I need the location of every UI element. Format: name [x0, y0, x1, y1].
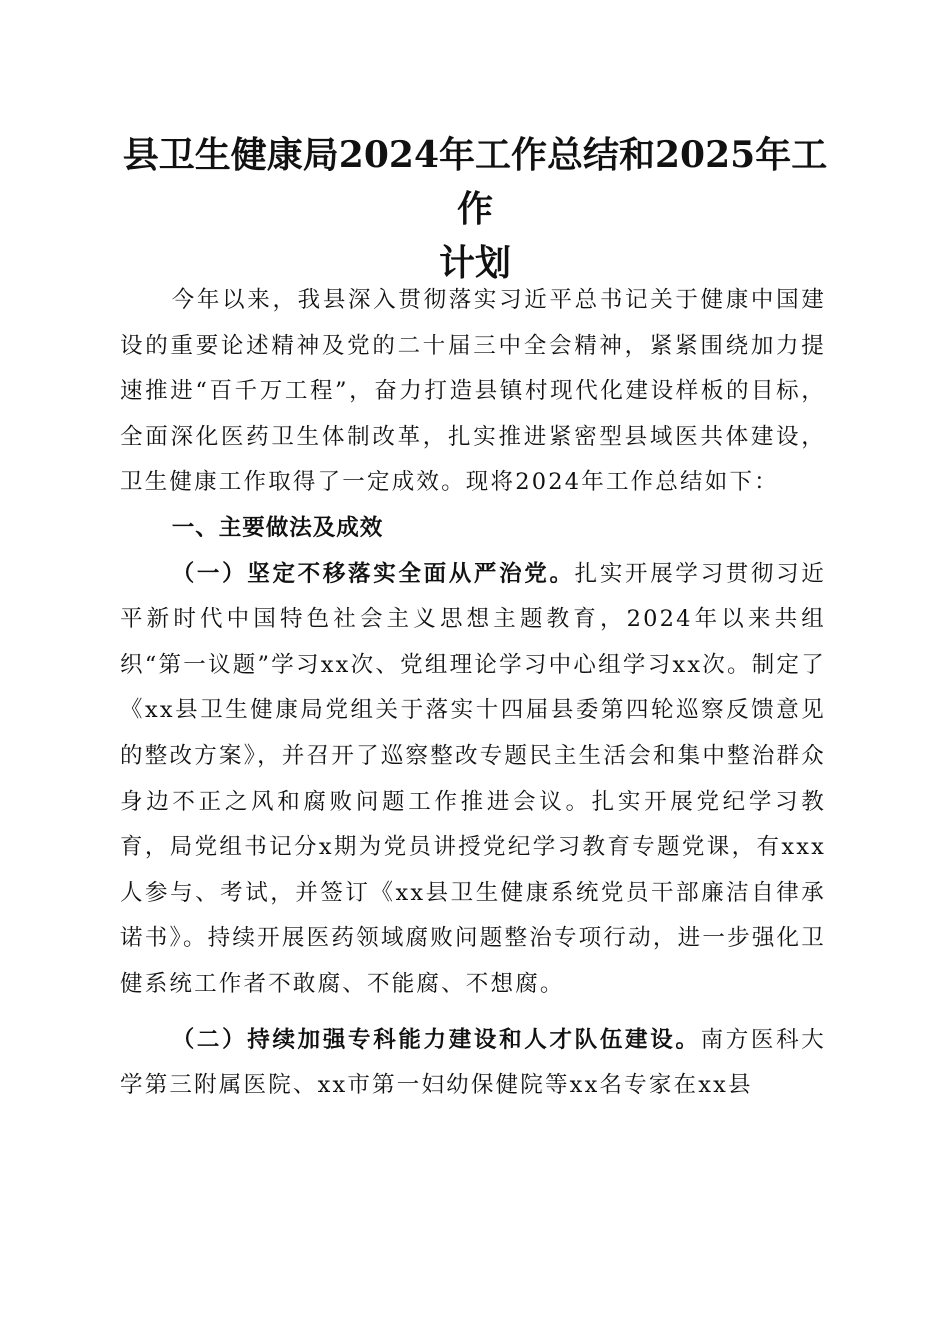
document-title — [110, 128, 840, 290]
title-line-2: 计划 — [438, 242, 511, 284]
paragraph-2-lead: （二）持续加强专科能力建设和人才队伍建设。 — [171, 1026, 701, 1053]
section-heading: 一、主要做法及成效 — [171, 514, 384, 541]
document-body — [120, 278, 826, 1109]
paragraph-2-body: 南方医科大学第三附属医院、xx市第一妇幼保健院等xx名专家在xx县 — [120, 1026, 826, 1099]
title-line-1: 县卫生健康局2024年工作总结和2025年工作 — [122, 134, 828, 230]
paragraph-1-body: 扎实开展学习贯彻习近平新时代中国特色社会主义思想主题教育，2024年以来共组织“第一议题”学习xx次、党组理论学习中心组学习xx次。制定了《xx县卫生健康局党组关于落实十四届县委第四轮巡察反馈意见的整改方案》，并召开了巡察整改专题民主生活会和集中整治群众身边不正之风和腐败问题工作推进会议。扎实开展党纪学习教育，局党组书记分x期为党员讲授党纪学习教育专题党课，有xxx人参与、考试，并签订《xx县卫生健康系统党员干部廉洁自律承诺书》。持续开展医药领域腐败问题整治专项行动，进一步强化卫健系统工作者不敢腐、不能腐、不想腐。 — [120, 560, 826, 997]
paragraph-1 — [120, 552, 826, 1008]
paragraph-2 — [120, 1018, 826, 1109]
intro-paragraph: 今年以来，我县深入贯彻落实习近平总书记关于健康中国建设的重要论述精神及党的二十届三中全会精神，紧紧围绕加力提速推进“百千万工程”，奋力打造县镇村现代化建设样板的目标，全面深化医药卫生体制改革，扎实推进紧密型县域医共体建设，卫生健康工作取得了一定成效。现将2024年工作总结如下： — [120, 287, 826, 496]
paragraph-1-lead: （一）坚定不移落实全面从严治党。 — [171, 560, 575, 587]
